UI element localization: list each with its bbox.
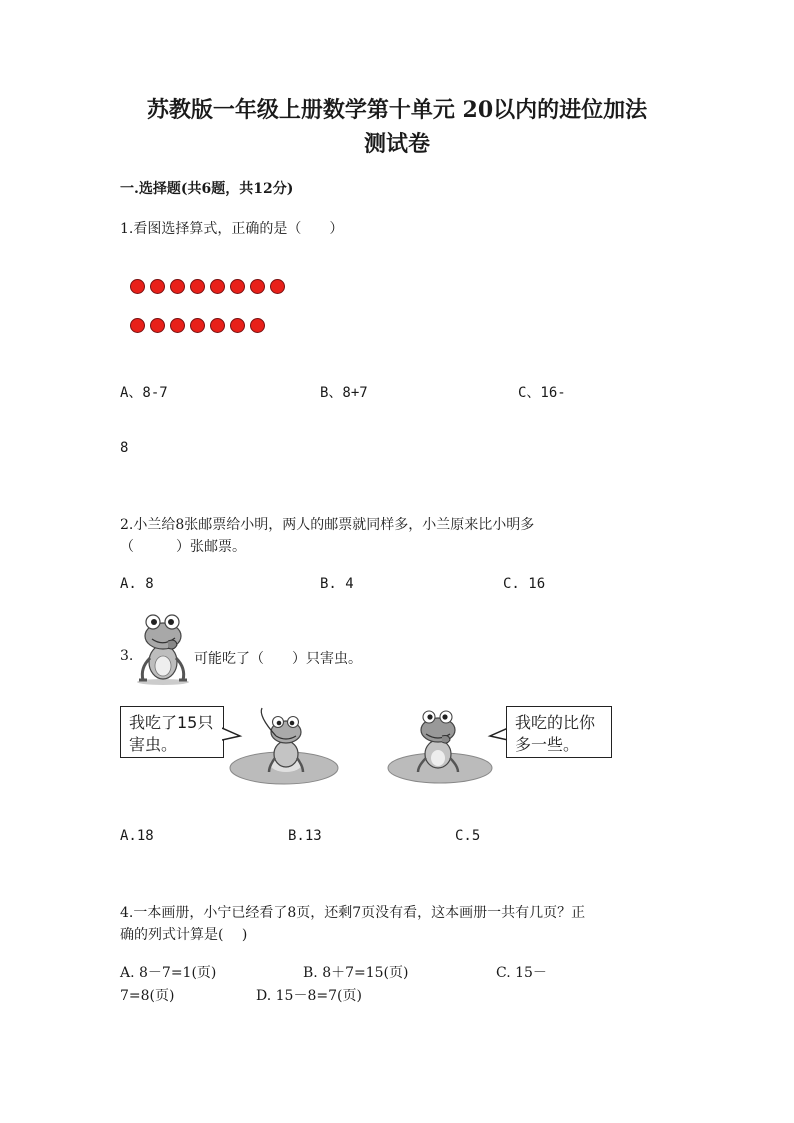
- question-1-text: 1.看图选择算式，正确的是（ ）: [120, 221, 344, 237]
- red-dot: [210, 279, 225, 294]
- red-dot: [270, 279, 285, 294]
- frog-icon: [135, 610, 191, 686]
- q4-option-c[interactable]: C. 15－: [496, 965, 547, 981]
- red-dot: [170, 318, 185, 333]
- red-dot: [250, 318, 265, 333]
- question-3-number: 3.: [120, 648, 134, 664]
- q4-option-d[interactable]: D. 15－8=7(页): [256, 988, 362, 1004]
- question-2-text-line1: 2.小兰给8张邮票给小明，两人的邮票就同样多，小兰原来比小明多: [120, 517, 535, 533]
- red-dot: [230, 318, 245, 333]
- q2-option-c[interactable]: C. 16: [503, 576, 546, 592]
- red-dot: [250, 279, 265, 294]
- q2-option-a[interactable]: A. 8: [120, 576, 154, 592]
- q2-option-b[interactable]: B. 4: [320, 576, 354, 592]
- question-3-text: 可能吃了（ ）只害虫。: [194, 651, 362, 667]
- speech-bubble-left: 我吃了15只害虫。: [120, 706, 224, 758]
- q1-option-c[interactable]: C、16-: [518, 385, 566, 401]
- q4-option-b[interactable]: B. 8＋7=15(页): [303, 965, 409, 981]
- speech-bubble-right: 我吃的比你多一些。: [506, 706, 612, 758]
- red-dot: [130, 318, 145, 333]
- q1-option-b[interactable]: B、8+7: [320, 385, 368, 401]
- q3-option-a[interactable]: A.18: [120, 828, 154, 844]
- red-dot: [190, 279, 205, 294]
- page-title-line2: 测试卷: [363, 131, 430, 157]
- q3-option-c[interactable]: C.5: [455, 828, 481, 844]
- frog-on-lilypad-left-icon: [228, 706, 340, 786]
- dots-row-1: [130, 279, 290, 295]
- bubble-tail-right: [486, 726, 508, 744]
- section-heading: 一.选择题(共6题，共12分): [120, 181, 294, 197]
- q3-option-b[interactable]: B.13: [288, 828, 322, 844]
- q1-option-a[interactable]: A、8-7: [120, 385, 168, 401]
- frog-on-lilypad-right-icon: [386, 704, 496, 786]
- page-title: 苏教版一年级上册数学第十单元 20以内的进位加法: [146, 97, 648, 123]
- q4-option-a[interactable]: A. 8－7=1(页): [120, 965, 217, 981]
- red-dot: [150, 318, 165, 333]
- red-dot: [170, 279, 185, 294]
- question-2-text-line2: （ ）张邮票。: [120, 539, 246, 555]
- q1-option-c-continued: 8: [120, 440, 129, 456]
- dots-row-2: [130, 318, 290, 334]
- red-dot: [130, 279, 145, 294]
- question-4-text-line1: 4.一本画册，小宁已经看了8页，还剩7页没有看，这本画册一共有几页？正: [120, 905, 586, 921]
- red-dot: [150, 279, 165, 294]
- red-dot: [210, 318, 225, 333]
- q4-option-c-continued: 7=8(页): [120, 988, 175, 1004]
- question-4-text-line2: 确的列式计算是( ): [120, 927, 248, 943]
- red-dot: [190, 318, 205, 333]
- red-dot: [230, 279, 245, 294]
